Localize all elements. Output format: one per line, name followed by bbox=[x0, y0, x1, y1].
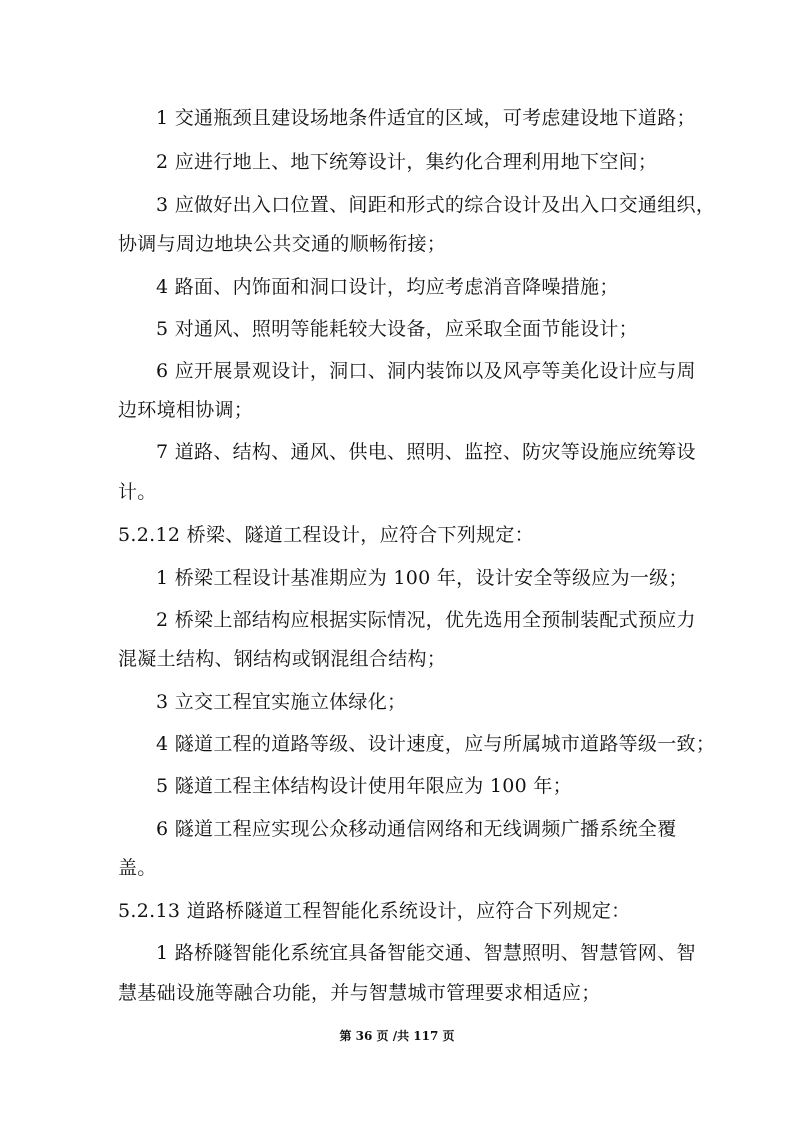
text-line: 协调与周边地块公共交通的顺畅衔接； bbox=[118, 233, 447, 255]
text-line: 1 路桥隧智能化系统宜具备智能交通、智慧照明、智慧管网、智 bbox=[156, 942, 696, 964]
text-line: 边环境相协调； bbox=[118, 399, 254, 421]
text-line: 盖。 bbox=[118, 857, 157, 879]
text-line: 6 隧道工程应实现公众移动通信网络和无线调频广播系统全覆 bbox=[156, 818, 677, 840]
page-footer: 第 36 页 /共 117 页 bbox=[339, 1029, 455, 1043]
text-line: 5 隧道工程主体结构设计使用年限应为 100 年； bbox=[156, 775, 572, 797]
text-line: 2 桥梁上部结构应根据实际情况，优先选用全预制装配式预应力 bbox=[156, 609, 696, 631]
text-line: 2 应进行地上、地下统筹设计，集约化合理利用地下空间； bbox=[156, 151, 658, 173]
text-line: 1 桥梁工程设计基准期应为 100 年，设计安全等级应为一级； bbox=[156, 567, 688, 589]
text-line: 4 路面、内饰面和洞口设计，均应考虑消音降噪措施； bbox=[156, 276, 619, 298]
text-line: 3 应做好出入口位置、间距和形式的综合设计及出入口交通组织， bbox=[156, 194, 716, 216]
text-line: 混凝土结构、钢结构或钢混组合结构； bbox=[118, 648, 447, 670]
text-line: 7 道路、结构、通风、供电、照明、监控、防灾等设施应统筹设 bbox=[156, 441, 696, 463]
text-line: 1 交通瓶颈且建设场地条件适宜的区域，可考虑建设地下道路； bbox=[156, 107, 696, 129]
section-heading: 5.2.13 道路桥隧道工程智能化系统设计，应符合下列规定： bbox=[118, 900, 631, 922]
text-line: 4 隧道工程的道路等级、设计速度，应与所属城市道路等级一致； bbox=[156, 733, 716, 755]
text-line: 3 立交工程宜实施立体绿化； bbox=[156, 691, 407, 713]
text-line: 6 应开展景观设计，洞口、洞内装饰以及风亭等美化设计应与周 bbox=[156, 360, 696, 382]
text-line: 慧基础设施等融合功能，并与智慧城市管理要求相适应； bbox=[118, 982, 601, 1004]
section-heading: 5.2.12 桥梁、隧道工程设计，应符合下列规定： bbox=[118, 524, 534, 546]
text-line: 5 对通风、照明等能耗较大设备，应采取全面节能设计； bbox=[156, 318, 638, 340]
text-line: 计。 bbox=[118, 481, 157, 503]
